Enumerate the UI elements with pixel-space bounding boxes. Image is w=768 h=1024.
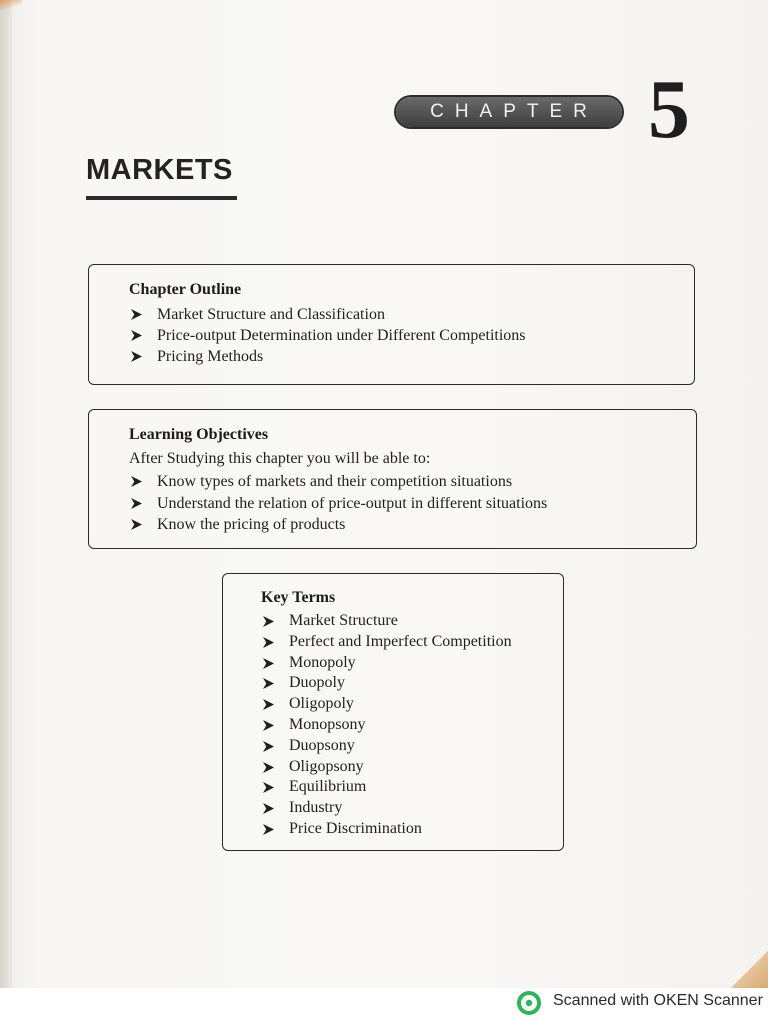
- list-item-text: Oligopsony: [289, 757, 364, 775]
- arrowhead-bullet-icon: [263, 637, 274, 648]
- list-item: [261, 777, 512, 798]
- arrowhead-bullet-icon: [263, 782, 274, 793]
- arrowhead-bullet-icon: [131, 519, 142, 530]
- arrowhead-bullet-icon: [131, 330, 142, 341]
- list-item-text: Monopoly: [289, 653, 356, 671]
- learning-objectives-intro: After Studying this chapter you will be able to:: [129, 450, 431, 467]
- arrowhead-bullet-icon: [263, 699, 274, 710]
- arrowhead-bullet-icon: [131, 498, 142, 509]
- list-item-text: Perfect and Imperfect Competition: [289, 632, 512, 650]
- chapter-outline-box: [88, 264, 695, 385]
- list-item-text: Equilibrium: [289, 778, 367, 796]
- page-title: MARKETS: [86, 154, 233, 186]
- list-item-text: Market Structure and Classification: [157, 306, 385, 323]
- arrowhead-bullet-icon: [263, 741, 274, 752]
- arrowhead-bullet-icon: [263, 824, 274, 835]
- arrowhead-bullet-icon: [263, 658, 274, 669]
- list-item-text: Know the pricing of products: [157, 516, 346, 533]
- chapter-outline-heading: Chapter Outline: [129, 281, 242, 298]
- key-terms-heading: Key Terms: [261, 589, 336, 606]
- chapter-label-pill: [396, 97, 622, 127]
- list-item: [129, 471, 547, 493]
- arrowhead-bullet-icon: [131, 476, 142, 487]
- page-corner-bottom-right: [732, 950, 768, 988]
- learning-objectives-list: [129, 471, 547, 536]
- chapter-outline-list: [129, 304, 526, 367]
- list-item-text: Oligopoly: [289, 695, 354, 713]
- list-item: [261, 715, 512, 736]
- list-item: [261, 653, 512, 674]
- chapter-number: 5: [648, 63, 690, 156]
- arrowhead-bullet-icon: [263, 720, 274, 731]
- list-item: [261, 632, 512, 653]
- list-item-text: Price-output Determination under Different Competitions: [157, 327, 526, 344]
- arrowhead-bullet-icon: [131, 351, 142, 362]
- arrowhead-bullet-icon: [263, 678, 274, 689]
- list-item: [261, 757, 512, 778]
- list-item: [261, 798, 512, 819]
- list-item: [261, 673, 512, 694]
- list-item-text: Monopsony: [289, 715, 366, 733]
- key-terms-box: [222, 573, 564, 851]
- list-item: [261, 819, 512, 840]
- list-item: [129, 304, 526, 325]
- arrowhead-bullet-icon: [263, 616, 274, 627]
- title-underline: [86, 196, 237, 200]
- list-item-text: Know types of markets and their competition situations: [157, 473, 513, 490]
- list-item-text: Duopoly: [289, 674, 345, 692]
- list-item: [261, 611, 512, 632]
- learning-objectives-heading: Learning Objectives: [129, 426, 269, 443]
- chapter-label: CHAPTER: [430, 101, 598, 122]
- arrowhead-bullet-icon: [263, 762, 274, 773]
- list-item-text: Market Structure: [289, 612, 398, 629]
- list-item: [261, 736, 512, 757]
- list-item-text: Pricing Methods: [157, 348, 264, 365]
- list-item: [261, 694, 512, 715]
- list-item: [129, 514, 547, 536]
- list-item: [129, 325, 526, 346]
- scanner-watermark-text: Scanned with OKEN Scanner: [553, 992, 763, 1009]
- page-corner-top-left: [0, 0, 22, 10]
- list-item: [129, 493, 547, 515]
- oken-scanner-logo-icon: [517, 991, 541, 1015]
- arrowhead-bullet-icon: [263, 803, 274, 814]
- page-binding-edge: [0, 0, 12, 988]
- list-item-text: Duopsony: [289, 736, 355, 754]
- key-terms-list: [261, 611, 512, 840]
- list-item-text: Price Discrimination: [289, 819, 422, 837]
- list-item-text: Understand the relation of price-output in different situations: [157, 494, 548, 512]
- learning-objectives-box: [88, 409, 697, 549]
- list-item: [129, 346, 526, 367]
- list-item-text: Industry: [289, 799, 343, 817]
- arrowhead-bullet-icon: [131, 309, 142, 320]
